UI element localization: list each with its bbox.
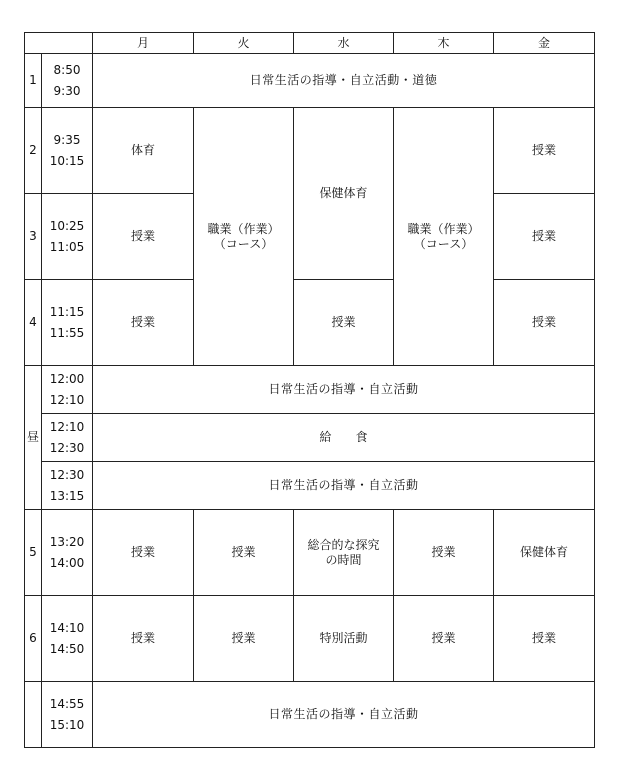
end-time: 14:00: [49, 555, 85, 570]
school-lunch-cell: 給 食: [93, 414, 595, 462]
subject-cell-mon: 授業: [93, 280, 194, 366]
start-time: 8:50: [53, 62, 81, 77]
end-time: 9:30: [53, 83, 81, 98]
subject-line: （コース）: [213, 236, 274, 251]
period-1-row: [25, 54, 595, 108]
period-time: [42, 462, 93, 510]
subject-cell-thu: 授業: [394, 510, 494, 596]
start-time: 12:00: [49, 371, 85, 386]
lunch-row-1: [25, 366, 595, 414]
lunch-label: 昼: [25, 366, 42, 510]
daily-life-guidance-cell: 日常生活の指導・自立活動: [93, 682, 595, 748]
start-time: 10:25: [49, 218, 85, 233]
end-time: 10:15: [49, 153, 85, 168]
vocational-course-cell-tue: [194, 108, 294, 366]
subject-cell-tue: 授業: [194, 596, 294, 682]
period-time: [42, 414, 93, 462]
period-number-empty: [25, 682, 42, 748]
vocational-course-cell-thu: [394, 108, 494, 366]
subject-line: 職業（作業）: [207, 221, 280, 236]
subject-cell-fri: 授業: [494, 194, 595, 280]
subject-cell-mon: 体育: [93, 108, 194, 194]
start-time: 13:20: [49, 534, 85, 549]
closing-row: [25, 682, 595, 748]
period-time: [42, 510, 93, 596]
period-time: [42, 682, 93, 748]
period-time: [42, 366, 93, 414]
subject-cell-mon: 授業: [93, 510, 194, 596]
start-time: 11:15: [49, 304, 85, 319]
corner-cell: [25, 33, 93, 54]
subject-cell-tue: 授業: [194, 510, 294, 596]
day-header-fri: 金: [494, 33, 595, 54]
daily-life-guidance-cell: 日常生活の指導・自立活動・道徳: [93, 54, 595, 108]
day-header-mon: 月: [93, 33, 194, 54]
day-header-thu: 木: [394, 33, 494, 54]
subject-line: 総合的な探究: [307, 537, 380, 552]
end-time: 12:30: [49, 440, 85, 455]
period-number: 1: [25, 54, 42, 108]
subject-cell-fri: 授業: [494, 280, 595, 366]
subject-cell-thu: 授業: [394, 596, 494, 682]
subject-cell-fri: 保健体育: [494, 510, 595, 596]
daily-life-guidance-cell: 日常生活の指導・自立活動: [93, 366, 595, 414]
day-header-tue: 火: [194, 33, 294, 54]
start-time: 14:55: [49, 696, 85, 711]
start-time: 14:10: [49, 620, 85, 635]
subject-cell-wed: 授業: [294, 280, 394, 366]
day-header-wed: 水: [294, 33, 394, 54]
subject-cell-mon: 授業: [93, 194, 194, 280]
end-time: 13:15: [49, 488, 85, 503]
lunch-row-3: [25, 462, 595, 510]
start-time: 9:35: [53, 132, 81, 147]
integrated-inquiry-cell-wed: [294, 510, 394, 596]
period-time: [42, 280, 93, 366]
period-number: 3: [25, 194, 42, 280]
period-4-row: [25, 280, 595, 366]
period-number: 2: [25, 108, 42, 194]
period-number: 4: [25, 280, 42, 366]
end-time: 14:50: [49, 641, 85, 656]
start-time: 12:30: [49, 467, 85, 482]
subject-line: （コース）: [413, 236, 474, 251]
special-activities-cell-wed: 特別活動: [294, 596, 394, 682]
period-6-row: [25, 596, 595, 682]
subject-cell-fri: 授業: [494, 108, 595, 194]
subject-cell-fri: 授業: [494, 596, 595, 682]
period-5-row: [25, 510, 595, 596]
subject-line: 職業（作業）: [407, 221, 480, 236]
header-row: [25, 33, 595, 54]
period-2-row: [25, 108, 595, 194]
end-time: 12:10: [49, 392, 85, 407]
period-time: [42, 108, 93, 194]
period-time: [42, 194, 93, 280]
end-time: 11:05: [49, 239, 85, 254]
period-number: 6: [25, 596, 42, 682]
start-time: 12:10: [49, 419, 85, 434]
timetable: [24, 32, 595, 748]
period-number: 5: [25, 510, 42, 596]
subject-cell-mon: 授業: [93, 596, 194, 682]
health-pe-cell-wed: 保健体育: [294, 108, 394, 280]
end-time: 11:55: [49, 325, 85, 340]
subject-line: の時間: [325, 552, 362, 567]
period-time: [42, 54, 93, 108]
daily-life-guidance-cell: 日常生活の指導・自立活動: [93, 462, 595, 510]
end-time: 15:10: [49, 717, 85, 732]
period-time: [42, 596, 93, 682]
lunch-row-2: [25, 414, 595, 462]
